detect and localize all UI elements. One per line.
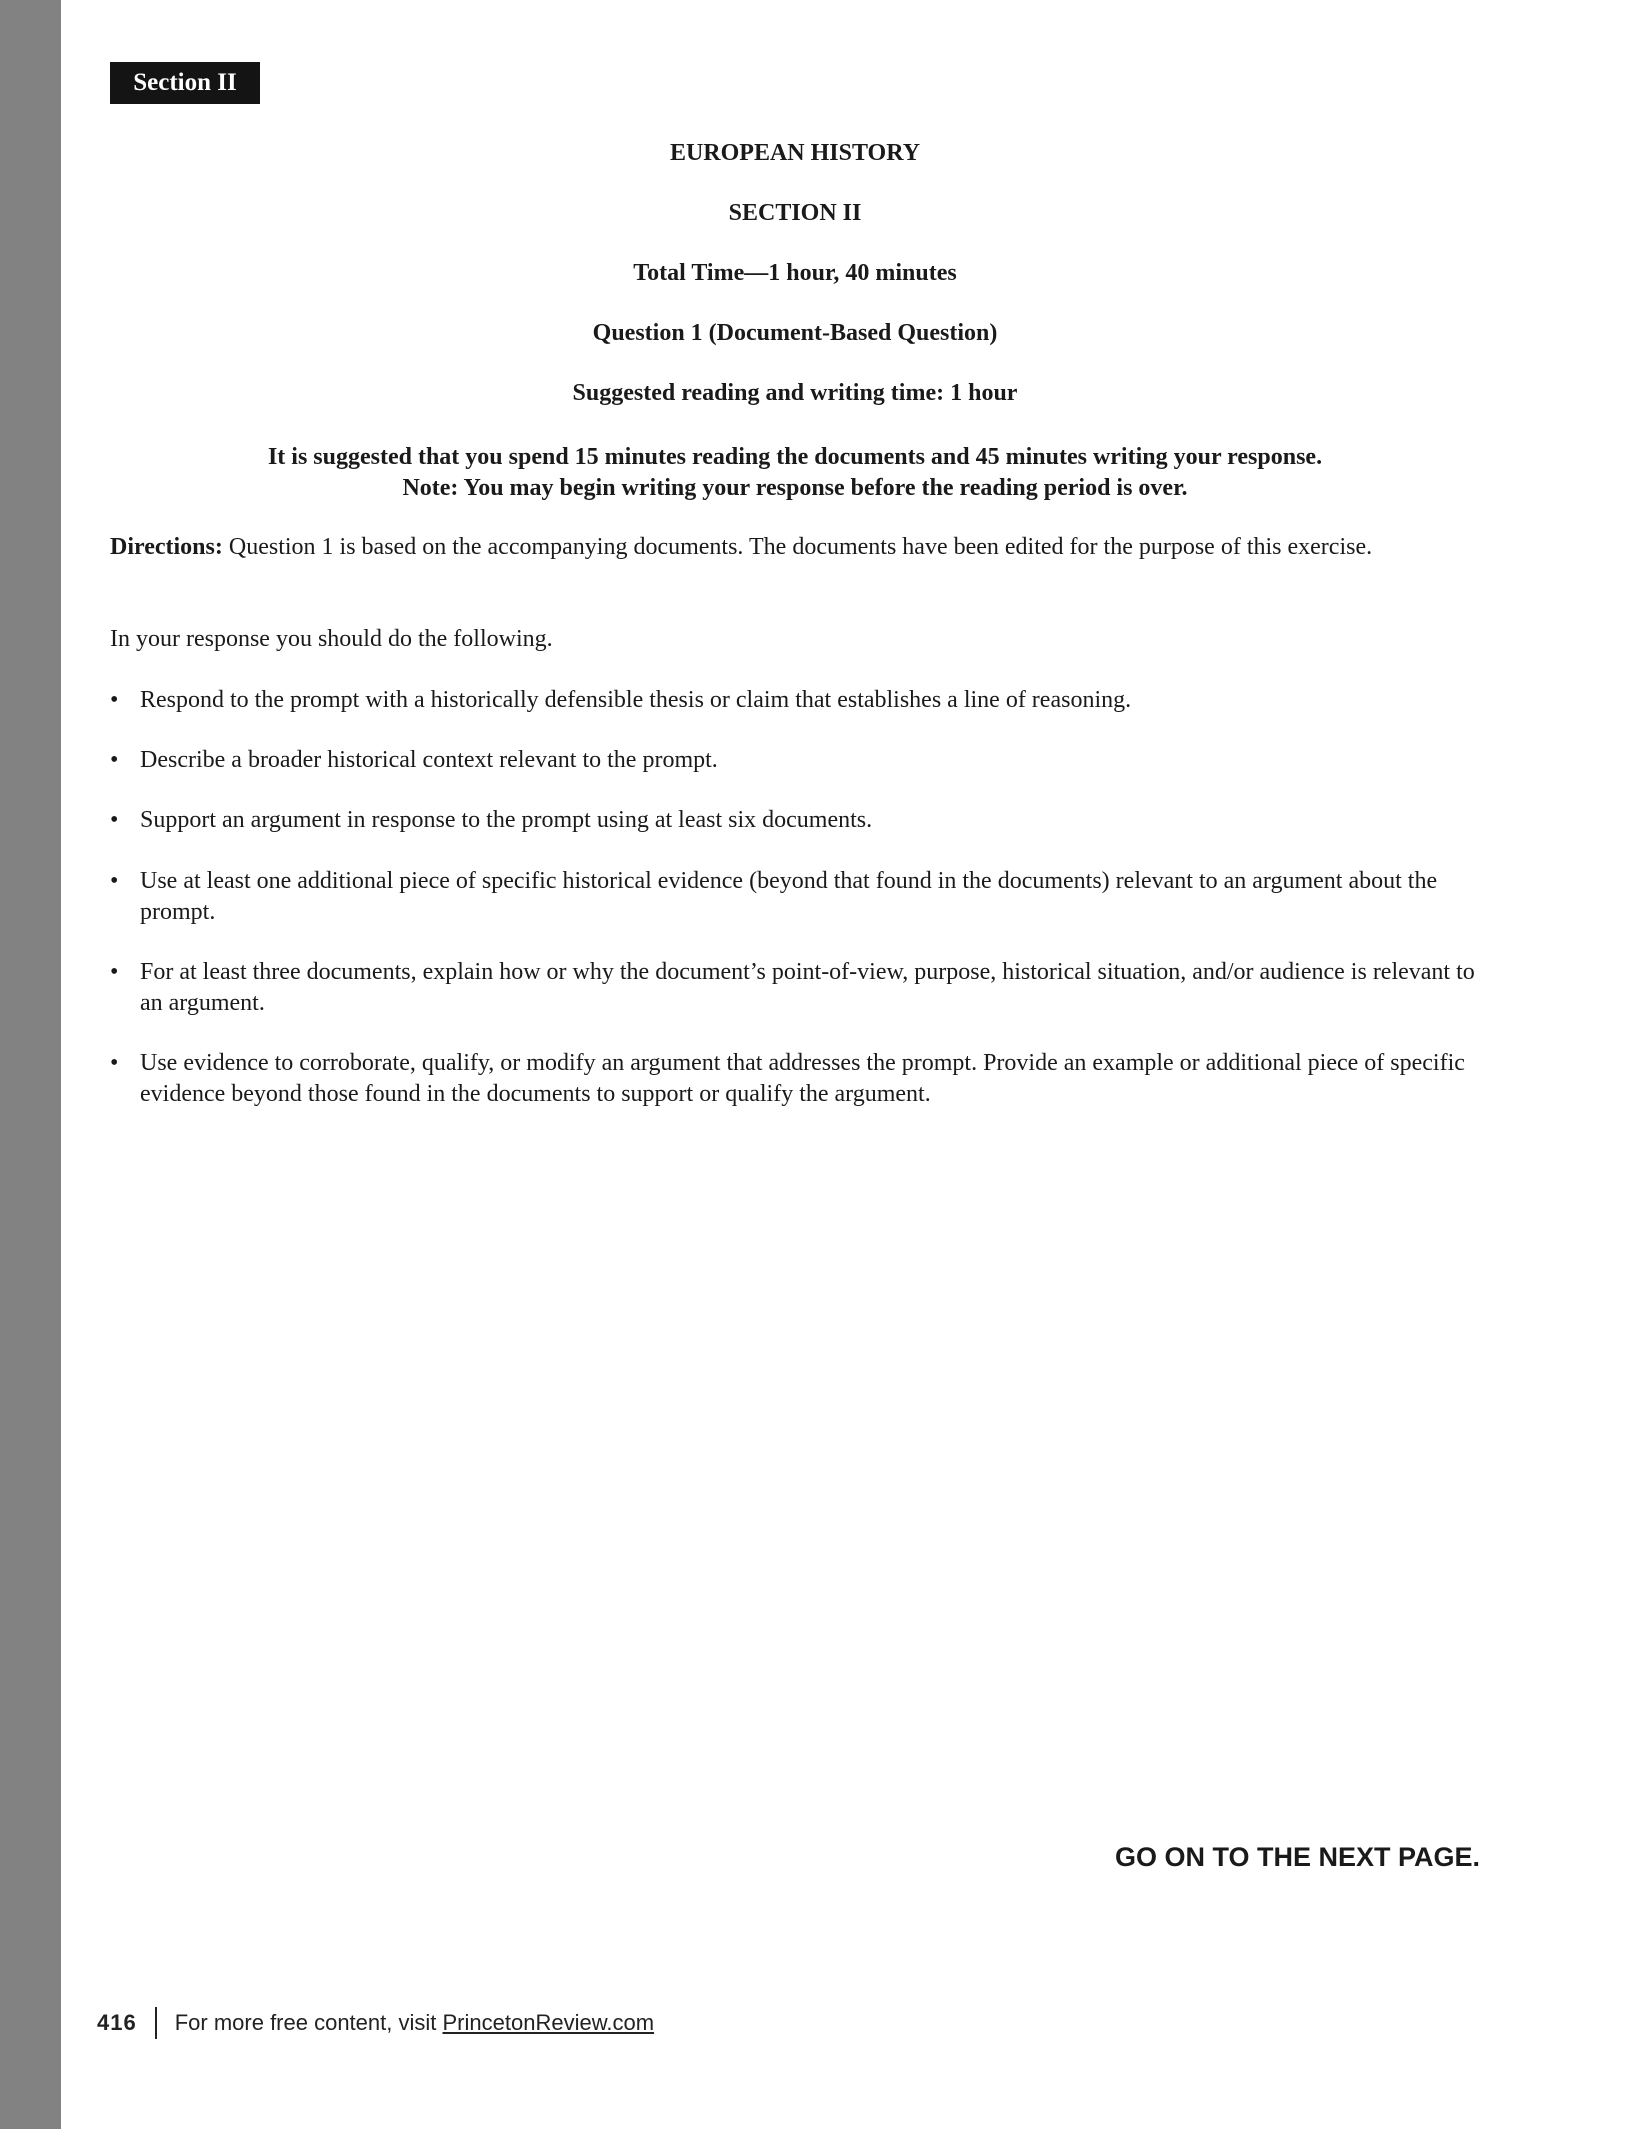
list-item [110,745,1480,776]
list-item-text: Use at least one additional piece of specific historical evidence (beyond that found in the documents) relevant to an argument about the prompt. [140,868,1438,925]
list-item [110,866,1480,928]
bullet-icon: • [110,1050,119,1076]
list-item-text: For at least three documents, explain how or why the document’s point-of-view, purpose, historical situation, and/or audience is relevant to an argument. [140,959,1475,1016]
page-number: 416 [97,2010,137,2035]
princeton-review-link[interactable]: PrincetonReview.com [442,2010,655,2035]
list-item [110,957,1480,1019]
directions-label: Directions: [110,534,223,560]
footer-text: For more free content, visit [174,2010,437,2035]
footer-divider [155,2007,157,2039]
list-item [110,805,1480,836]
list-item-text: Use evidence to corroborate, qualify, or modify an argument that addresses the prompt. Provide an example or additional piece of specific evidence beyond those found in the documents to support or qualify the argument. [140,1050,1465,1107]
bullet-icon: • [110,807,119,833]
footer [97,2007,654,2039]
subject-heading: EUROPEAN HISTORY [669,140,921,166]
bullet-icon: • [110,747,119,773]
suggestion-line-1: It is suggested that you spend 15 minutes reading the documents and 45 minutes writing your response. [267,444,1323,470]
directions-text: Question 1 is based on the accompanying documents. The documents have been edited for the purpose of this exercise. [222,534,1373,560]
list-item-text: Respond to the prompt with a historically defensible thesis or claim that establishes a line of reasoning. [140,687,1132,713]
question-heading: Question 1 (Document-Based Question) [592,320,998,346]
bullet-icon: • [110,868,119,894]
suggestion-note [110,442,1480,504]
intro-text: In your response you should do the following. [110,626,553,652]
bullet-icon: • [110,687,119,713]
section-heading: SECTION II [728,200,862,226]
list-item-text: Support an argument in response to the prompt using at least six documents. [140,807,873,833]
section-badge: Section II [110,62,260,104]
directions [110,532,1480,563]
total-time-heading: Total Time—1 hour, 40 minutes [633,260,957,286]
suggested-time-heading: Suggested reading and writing time: 1 hour [572,380,1018,406]
suggestion-line-2: Note: You may begin writing your response before the reading period is over. [402,475,1188,501]
bullet-icon: • [110,959,119,985]
list-item [110,685,1480,716]
list-item [110,1048,1480,1110]
page-edge-bar [0,0,61,2129]
list-item-text: Describe a broader historical context relevant to the prompt. [140,747,718,773]
go-on-notice: GO ON TO THE NEXT PAGE. [1114,1842,1480,1872]
